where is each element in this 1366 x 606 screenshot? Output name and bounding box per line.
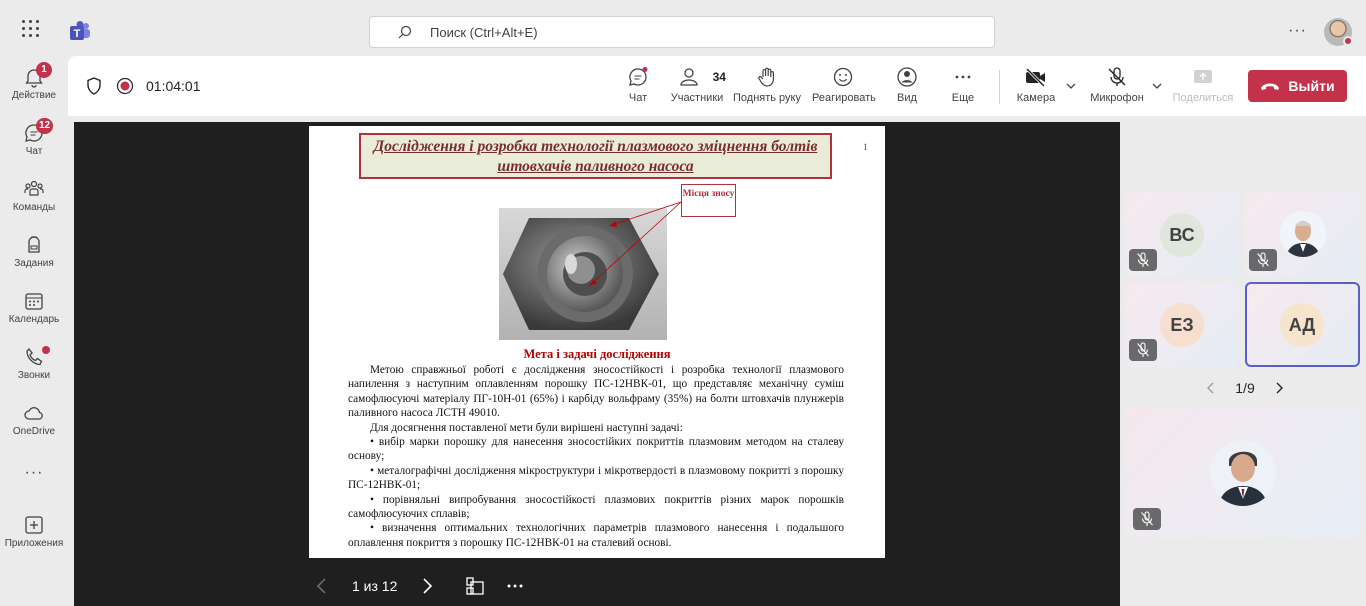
rail-label: Звонки <box>17 370 51 381</box>
rail-item-calendar[interactable] <box>0 284 68 338</box>
share-label: Поделиться <box>1172 92 1234 104</box>
meeting-timer: 01:04:01 <box>146 78 201 94</box>
slide-paragraph: Метою справжньої роботі є дослідження зносостійкості і розробка технології плазмового напилення з наступним оплавленням порошку ПС-12НВК-01, що представляє механічну суміш самофлюсуючі матеріалу ПГ-10Н-01 (65%) і карбіду вольфраму (35%) на болти штовхачів плунжерів паливного насоса ЛСТН 49010. <box>348 364 844 420</box>
camera-button[interactable] <box>1016 66 1056 110</box>
teams-logo-icon <box>68 20 92 42</box>
raise-hand-label: Поднять руку <box>733 92 801 104</box>
rail-more-apps[interactable] <box>0 460 68 490</box>
rail-label: Действие <box>12 90 56 101</box>
chat-label: Чат <box>628 92 648 104</box>
participants-count: 34 <box>712 70 726 84</box>
rail-label: Календарь <box>8 314 60 325</box>
participant-initials: ВС <box>1160 213 1204 257</box>
rail-item-calls[interactable] <box>0 340 68 394</box>
cloud-icon <box>23 402 45 424</box>
slide-paragraph: Для досягнення поставленої мети були вирішені наступні задачі: <box>370 421 683 434</box>
slide-bullet: • визначення оптимальних технологічних параметрів плазмового нанесення і подальшого оплавлення покриття з порошку ПС-12НВК-01 на сталевий основі. <box>348 522 844 549</box>
chat-button[interactable] <box>624 66 652 110</box>
mic-options-chevron-icon[interactable] <box>1151 80 1163 92</box>
add-app-icon <box>23 514 45 536</box>
share-screen-icon <box>1192 66 1214 88</box>
rail-item-onedrive[interactable] <box>0 396 68 450</box>
chat-badge: 12 <box>36 118 53 134</box>
slide-number: 1 <box>863 142 868 152</box>
participant-initials: ЕЗ <box>1160 303 1204 347</box>
slide-bullet: • металографічні дослідження мікроструктури і мікротвердості в плазмовому покритті з порошку ПС-12НВК-01; <box>348 464 844 492</box>
camera-label: Камера <box>1016 92 1056 104</box>
app-launcher-icon[interactable] <box>22 20 40 38</box>
mic-off-icon <box>1136 252 1150 268</box>
view-icon <box>896 66 918 88</box>
rail-item-assignments[interactable] <box>0 228 68 282</box>
self-photo <box>1210 440 1276 506</box>
slide-bullet: • вибір марки порошку для нанесення зносостійких покриттів плазмовим методом на сталеву основу; <box>348 436 844 463</box>
participant-initials: АД <box>1280 303 1324 347</box>
search-icon <box>398 25 412 39</box>
participant-photo <box>1280 211 1326 257</box>
microphone-button[interactable] <box>1088 66 1146 110</box>
slide-title: Дослідження і розробка технології плазмового зміцнення болтів штовхачів паливного насоса <box>359 133 832 179</box>
search-placeholder: Поиск (Ctrl+Alt+E) <box>430 25 538 40</box>
gallery-previous-icon[interactable] <box>1205 381 1217 395</box>
gallery-page-indicator: 1/9 <box>1235 380 1255 396</box>
microphone-label: Микрофон <box>1090 92 1144 104</box>
react-button[interactable] <box>812 66 874 110</box>
participant-muted-indicator <box>1129 249 1157 271</box>
more-apps-icon: ··· <box>24 464 44 481</box>
meeting-info <box>86 76 201 96</box>
presentation-slide <box>309 126 885 558</box>
share-button[interactable] <box>1172 66 1234 110</box>
slide-grid-icon[interactable] <box>465 576 485 596</box>
app-rail <box>0 56 68 606</box>
toolbar-divider <box>999 70 1000 104</box>
slide-bullet: • порівняльні випробування зносостійкості плазмових покриттів різних марок порошків самофлюсуючих сплавів; <box>348 493 844 521</box>
participant-muted-indicator <box>1129 339 1157 361</box>
rail-label: Команды <box>12 202 56 213</box>
hang-up-icon <box>1260 81 1280 91</box>
teams-icon <box>23 178 45 200</box>
chat-icon <box>627 66 649 88</box>
rail-item-chat[interactable] <box>0 116 68 170</box>
rail-label: Задания <box>14 258 54 269</box>
rail-item-activity[interactable] <box>0 60 68 114</box>
rail-label: Приложения <box>4 538 64 549</box>
self-muted-indicator <box>1133 508 1161 530</box>
view-button[interactable] <box>894 66 920 110</box>
mic-off-icon <box>1136 342 1150 358</box>
presentation-controls <box>314 572 525 600</box>
presence-status-icon <box>1343 36 1353 46</box>
participant-muted-indicator <box>1249 249 1277 271</box>
more-label: Еще <box>951 92 975 104</box>
app-top-bar <box>0 0 1366 56</box>
view-label: Вид <box>897 92 917 104</box>
participants-label: Участники <box>670 92 724 104</box>
self-video-tile[interactable] <box>1125 408 1361 538</box>
bolt-photo <box>499 208 667 340</box>
meeting-toolbar <box>68 56 1366 116</box>
mic-off-icon <box>1256 252 1270 268</box>
backpack-icon <box>23 234 45 256</box>
activity-badge: 1 <box>36 62 52 78</box>
wear-locations-callout: Місця зносу <box>681 184 736 217</box>
participant-tile[interactable] <box>1245 192 1360 277</box>
shared-content-stage <box>74 122 1120 606</box>
more-options-icon[interactable]: ··· <box>1288 22 1307 39</box>
participant-tile[interactable] <box>1125 282 1240 367</box>
recording-icon <box>116 77 134 95</box>
gallery-pager <box>1205 378 1285 398</box>
svg-text:T: T <box>73 28 81 40</box>
leave-button[interactable] <box>1248 70 1347 102</box>
camera-options-chevron-icon[interactable] <box>1065 80 1077 92</box>
calls-notification-dot <box>42 346 50 354</box>
slide-subheading: Мета і задачі дослідження <box>523 347 671 361</box>
react-label: Реагировать <box>812 92 876 104</box>
shield-icon[interactable] <box>86 77 102 95</box>
slide-page-indicator: 1 из 12 <box>352 578 398 594</box>
rail-item-apps[interactable] <box>0 508 68 562</box>
participant-tile[interactable] <box>1125 192 1240 277</box>
camera-off-icon <box>1024 66 1048 88</box>
hand-icon <box>756 66 778 88</box>
leave-label: Выйти <box>1288 78 1335 94</box>
emoji-icon <box>832 66 854 88</box>
participants-button[interactable] <box>668 66 726 110</box>
more-actions-button[interactable] <box>950 66 976 110</box>
mic-off-icon <box>1106 66 1128 88</box>
next-slide-icon[interactable] <box>419 577 435 595</box>
raise-hand-button[interactable] <box>732 66 802 110</box>
previous-slide-icon[interactable] <box>314 577 330 595</box>
calendar-icon <box>23 290 45 312</box>
gallery-next-icon[interactable] <box>1273 381 1285 395</box>
mic-off-icon <box>1140 511 1154 527</box>
search-box[interactable] <box>369 16 995 48</box>
rail-label: OneDrive <box>12 426 56 437</box>
rail-label: Чат <box>25 146 43 157</box>
more-icon <box>952 66 974 88</box>
slide-body <box>348 363 844 550</box>
participant-tile-speaking[interactable] <box>1245 282 1360 367</box>
people-icon <box>679 66 699 88</box>
rail-item-teams[interactable] <box>0 172 68 226</box>
presentation-more-icon[interactable] <box>505 576 525 596</box>
